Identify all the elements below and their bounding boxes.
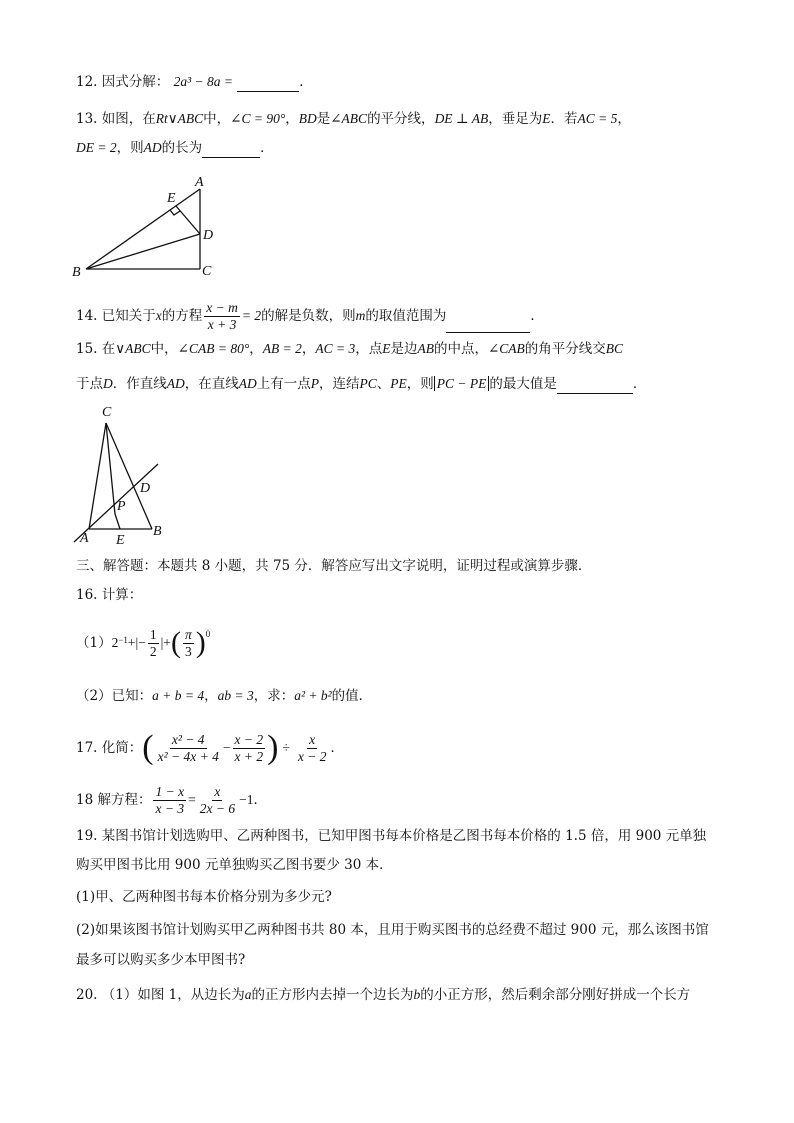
math: PE [390, 376, 407, 391]
label-p: P [117, 499, 126, 514]
math: ab = 3 [217, 688, 254, 703]
math: ∠CAB = 80° [177, 341, 250, 356]
question-15-line-1 [76, 339, 623, 359]
math: BC [605, 341, 624, 356]
math: BD [298, 111, 317, 126]
answer-blank[interactable] [237, 77, 299, 92]
denominator: x − 3 [155, 800, 185, 816]
numerator: x − m [206, 300, 238, 315]
numerator: x² − 4 [171, 731, 205, 747]
right-paren: ) [195, 626, 206, 659]
part-label: （1） [76, 635, 112, 651]
math: +|− [127, 635, 146, 650]
question-number: 16. [76, 587, 98, 603]
answer-blank[interactable] [557, 379, 633, 394]
math: a² + b² [294, 688, 332, 703]
label-a: A [80, 531, 89, 546]
segment-pe [115, 514, 120, 529]
numerator: 1 − x [155, 783, 185, 799]
text: 计算： [101, 587, 143, 603]
segment-pc [106, 423, 115, 514]
math: AD [143, 140, 162, 155]
text: 的值． [331, 688, 373, 704]
label-e: E [167, 191, 176, 206]
fraction [198, 784, 237, 817]
denominator: 2x − 6 [199, 800, 236, 816]
text: （1）如图 1，从边长为 [101, 987, 245, 1003]
math: E [382, 341, 391, 356]
right-angle-mark [170, 210, 180, 215]
fraction [204, 300, 240, 333]
text: ， [285, 111, 299, 127]
answer-blank[interactable] [202, 143, 260, 158]
math: ∨ABC [115, 341, 151, 356]
text: 、 [376, 376, 391, 392]
question-13-line-1 [76, 109, 631, 129]
question-20 [76, 985, 690, 1005]
text: ，点 [355, 341, 383, 357]
exponent: −1 [118, 635, 128, 645]
math: AB [417, 341, 434, 356]
operator: − [222, 740, 231, 755]
numerator: π [184, 626, 192, 642]
question-14 [76, 300, 544, 333]
question-12 [76, 72, 313, 92]
question-number: 13. [76, 111, 98, 127]
numerator: x [214, 783, 221, 799]
period: ． [253, 792, 267, 808]
fraction [153, 784, 186, 817]
text: 的方程 [161, 308, 203, 324]
question-19-part-2-line-2: 最多可以购买多少本甲图书? [76, 952, 246, 968]
math: AD [166, 376, 185, 391]
text: 的角平分线交 [524, 341, 606, 357]
period: ． [632, 376, 647, 392]
denominator: x² − 4x + 4 [157, 748, 219, 764]
question-18 [76, 782, 267, 818]
text: ．作直线 [112, 376, 167, 392]
text: 中， [203, 111, 231, 127]
math: |+ [160, 635, 171, 650]
text: 在 [101, 341, 116, 357]
period: ． [530, 308, 544, 324]
question-number: 14. [76, 308, 98, 324]
math: Rt∨ABC [155, 111, 204, 126]
text: ， [301, 341, 316, 357]
question-number: 20. [76, 987, 98, 1003]
math: DE = 2 [76, 140, 117, 155]
denominator: x − 2 [297, 748, 327, 764]
text: 已知关于 [101, 308, 156, 324]
right-paren: ) [267, 729, 279, 766]
math: E [542, 111, 551, 126]
fraction [296, 732, 329, 765]
text: ，则 [406, 376, 434, 392]
math: b [413, 987, 421, 1002]
segment-de [176, 206, 200, 234]
question-19-part-1: (1)甲、乙两种图书每本价格分别为多少元? [76, 889, 332, 905]
figure-q15-triangle [70, 400, 180, 548]
math-expression: 2a³ − 8a = [173, 74, 233, 89]
text: 于点 [76, 376, 103, 392]
fraction [148, 627, 159, 660]
label-d: D [140, 481, 151, 496]
exponent: 0 [205, 629, 211, 639]
text: ，则 [116, 140, 144, 156]
math: = 2 [241, 308, 262, 323]
math: P [310, 376, 319, 391]
question-number: 18 [76, 792, 94, 808]
section-3-heading: 三、解答题：本题共 8 小题，共 75 分．解答应写出文字说明，证明过程或演算步骤． [76, 558, 592, 574]
fraction [233, 732, 266, 765]
text: 是 [316, 111, 331, 127]
question-15-line-2 [76, 374, 646, 394]
question-text: 因式分解： [101, 74, 170, 90]
label-b: B [72, 265, 81, 280]
label-e: E [116, 533, 125, 548]
numerator: x [309, 731, 316, 747]
text: 解方程： [97, 792, 152, 808]
text: 的中点， [433, 341, 488, 357]
text: ，求： [253, 688, 295, 704]
math: x [155, 308, 162, 323]
absolute-value-expression: PC − PE [434, 376, 490, 391]
label-c: C [202, 264, 212, 279]
text: 上有一点 [256, 376, 311, 392]
denominator: x + 2 [234, 748, 264, 764]
math: ∠ABC [330, 111, 368, 126]
math: −1 [239, 792, 254, 807]
label-c: C [102, 405, 112, 420]
question-number: 19. [76, 828, 98, 844]
text: 中， [150, 341, 178, 357]
label-a: A [195, 175, 204, 190]
label-b: B [153, 524, 162, 539]
fraction [183, 627, 194, 660]
denominator: x + 3 [207, 317, 237, 332]
figure-q13-triangle [66, 172, 226, 282]
text: ，垂足为 [488, 111, 543, 127]
period: ． [260, 140, 274, 156]
text: 是边 [390, 341, 418, 357]
text: ， [204, 688, 218, 704]
label-d: D [203, 228, 214, 243]
part-label: （2）已知： [76, 688, 153, 704]
math: ∠CAB [487, 341, 525, 356]
period: ． [330, 740, 344, 756]
side-ac [89, 423, 106, 529]
math: 2 [111, 635, 119, 650]
text: ， [249, 341, 263, 357]
side-ab [86, 189, 200, 269]
answer-blank[interactable] [446, 318, 530, 333]
text: 的小正方形，然后剩余部分刚好拼成一个长方 [420, 987, 691, 1003]
denominator: 3 [184, 643, 192, 659]
question-number: 15. [76, 341, 98, 357]
question-number: 17. [76, 740, 98, 756]
math: AD [238, 376, 257, 391]
text: 的正方形内去掉一个边长为 [251, 987, 414, 1003]
math: AC = 5 [577, 111, 618, 126]
math: a [244, 987, 252, 1002]
left-paren: ( [170, 626, 181, 659]
text: 化简： [101, 740, 143, 756]
math: a + b = 4 [152, 688, 205, 703]
question-16-part-2 [76, 686, 372, 706]
operator: ÷ [282, 740, 290, 755]
math: m [355, 308, 366, 323]
text: 如图，在 [101, 111, 156, 127]
math: D [103, 376, 113, 391]
question-19-line-2: 购买甲图书比用 900 元单独购买乙图书要少 30 本． [76, 857, 393, 873]
text: 的平分线， [367, 111, 435, 127]
text: ，在直线 [184, 376, 239, 392]
text: 的取值范围为 [365, 308, 447, 324]
text: 某图书馆计划选购甲、乙两种图书，已知甲图书每本价格是乙图书每本价格的 1.5 倍，用 900 元单独 [101, 828, 707, 844]
text: 的长为 [161, 140, 203, 156]
numerator: 1 [149, 626, 157, 642]
question-number: 12. [76, 74, 98, 90]
fraction [156, 732, 221, 765]
text: ，连结 [319, 376, 360, 392]
left-paren: ( [142, 729, 154, 766]
math: DE ⊥ AB [434, 111, 489, 126]
text: 的最大值是 [489, 376, 557, 392]
question-16-title [76, 585, 142, 605]
text: ， [617, 111, 631, 127]
math: ∠C = 90° [230, 111, 286, 126]
segment-bd [86, 234, 200, 269]
math: AC = 3 [315, 341, 356, 356]
question-16-part-1 [76, 624, 210, 662]
math: PC [359, 376, 377, 391]
period: ． [299, 74, 313, 90]
numerator: x − 2 [234, 731, 264, 747]
operator: = [188, 792, 196, 807]
text: ．若 [550, 111, 578, 127]
text: 的解是负数，则 [261, 308, 356, 324]
question-17 [76, 726, 344, 770]
question-19-line-1 [76, 826, 706, 846]
question-13-line-2 [76, 138, 274, 158]
question-19-part-2-line-1: (2)如果该图书馆计划购买甲乙两种图书共 80 本，且用于购买图书的总经费不超过 900 元，那么该图书馆 [76, 922, 709, 938]
math: AB = 2 [262, 341, 302, 356]
denominator: 2 [149, 643, 157, 659]
